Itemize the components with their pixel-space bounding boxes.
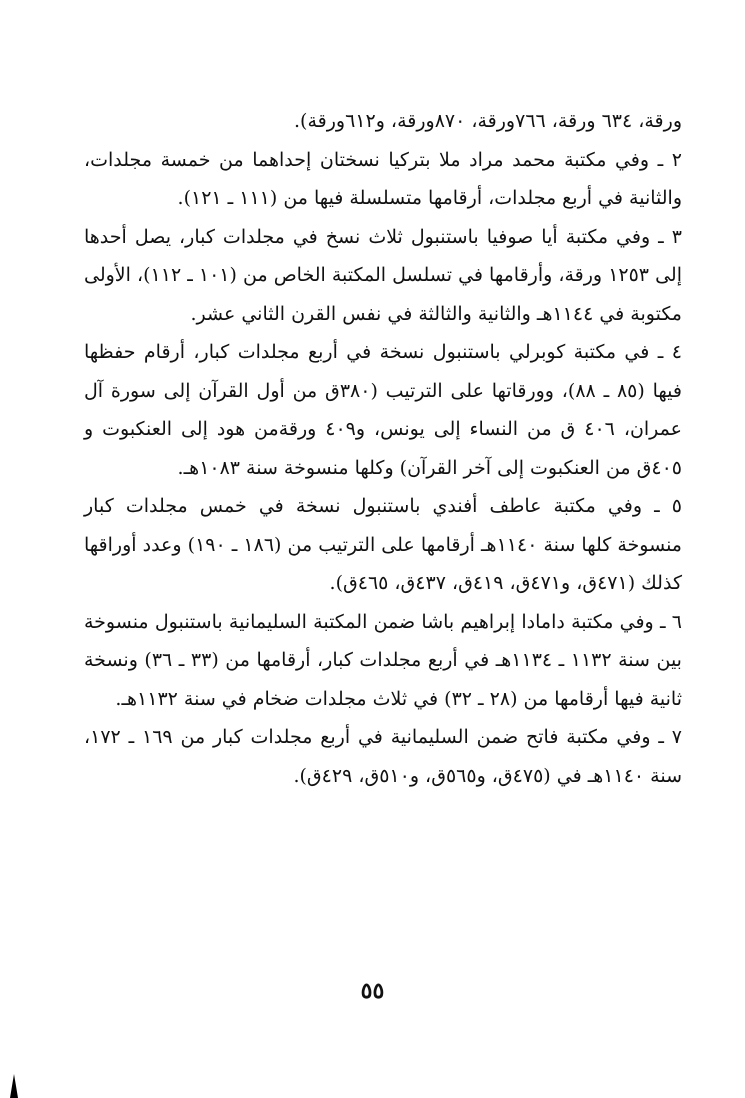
page-number: ٥٥	[360, 978, 385, 1004]
paragraph-item-3: ٣ ـ وفي مكتبة أيا صوفيا باستنبول ثلاث نسخ في مجلدات كبار، يصل أحدها إلى ١٢٥٣ ورقة، وأرقامها في تسلسل المكتبة الخاص من (١٠١ ـ ١١٢)، الأولى مكتوبة في ١١٤٤هـ والثانية والثالثة في نفس القرن الثاني عشر.	[84, 225, 682, 325]
paragraph-item-7: ٧ ـ وفي مكتبة فاتح ضمن السليمانية في أربع مجلدات كبار من ١٦٩ ـ ١٧٢، سنة ١١٤٠هـ في (٤٧٥ق، و٥٦٥ق، و٥١٠ق، ٤٢٩ق).	[84, 726, 682, 787]
paragraph-item-5: ٥ ـ وفي مكتبة عاطف أفندي باستنبول نسخة في خمس مجلدات كبار منسوخة كلها سنة ١١٤٠هـ أرقامها على الترتيب من (١٨٦ ـ ١٩٠) وعدد أوراقها كذلك (٤٧١ق، و٤٧١ق، ٤١٩ق، ٤٣٧ق، ٤٦٥ق).	[84, 495, 682, 594]
paragraph-item-4: ٤ ـ في مكتبة كوبرلي باستنبول نسخة في أربع مجلدات كبار، أرقام حفظها فيها (٨٥ ـ ٨٨)، وورقاتها على الترتيب (٣٨٠ق من أول القرآن إلى سورة آل عمران، ٤٠٦ ق من النساء إلى يونس، و٤٠٩ ورقةمن هود إلى العنكبوت و ٤٠٥ق من العنكبوت إلى آخر القرآن) وكلها منسوخة سنة ١٠٨٣هـ.	[84, 341, 682, 479]
paragraph-item-6: ٦ ـ وفي مكتبة دامادا إبراهيم باشا ضمن المكتبة السليمانية باستنبول منسوخة بين سنة ١١٣٢ ـ ١١٣٤هـ في أربع مجلدات كبار، أرقامها من (٣٣ ـ ٣٦) ونسخة ثانية فيها أرقامها من (٢٨ ـ ٣٢) في ثلاث مجلدات ضخام في سنة ١١٣٢هـ.	[84, 610, 682, 710]
paragraph-item-2: ٢ ـ وفي مكتبة محمد مراد ملا بتركيا نسختان إحداهما من خمسة مجلدات، والثانية في أربع مجلدات، أرقامها متسلسلة فيها من (١١١ ـ ١٢١).	[84, 148, 682, 209]
paragraph-continuation: ورقة، ٦٣٤ ورقة، ٧٦٦ورقة، ٨٧٠ورقة، و٦١٢ورقة).	[294, 110, 682, 132]
body-text	[84, 102, 682, 795]
scan-edge-mark	[10, 1074, 18, 1098]
